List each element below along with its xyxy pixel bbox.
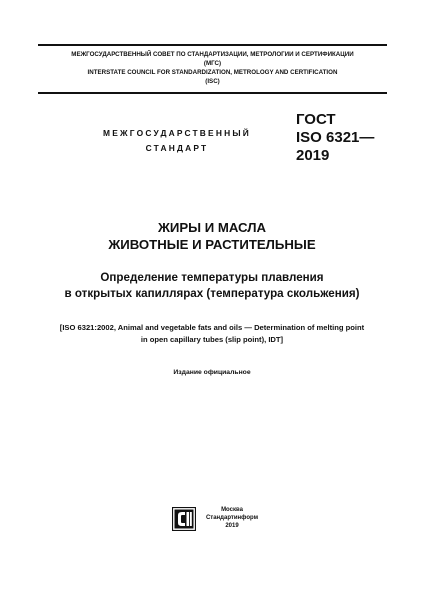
designation-line2: ISO 6321— <box>296 129 375 146</box>
title-line2: ЖИВОТНЫЕ И РАСТИТЕЛЬНЫЕ <box>108 237 316 252</box>
council-name-ru: МЕЖГОСУДАРСТВЕННЫЙ СОВЕТ ПО СТАНДАРТИЗАЦИИ, МЕТРОЛОГИИ И СЕРТИФИКАЦИИ <box>71 51 354 58</box>
document-title <box>0 219 424 253</box>
standard-type-line1: МЕЖГОСУДАРСТВЕННЫЙ <box>103 128 251 138</box>
publisher-imprint <box>202 506 262 531</box>
edition-note: Издание официальное <box>173 369 251 376</box>
standard-type-line2: СТАНДАРТ <box>145 143 209 153</box>
council-abbr-en: (ISC) <box>205 78 220 85</box>
iso-reference-line1: [ISO 6321:2002, Animal and vegetable fats and oils — Determination of melting point <box>59 323 365 332</box>
publisher-name: Стандартинформ <box>205 515 259 522</box>
document-subtitle <box>0 270 424 302</box>
standartinform-logo-icon <box>172 507 196 531</box>
designation-line3: 2019 <box>296 147 330 164</box>
publisher-year: 2019 <box>225 523 239 530</box>
publisher-city: Москва <box>221 507 243 513</box>
council-name-en: INTERSTATE COUNCIL FOR STANDARDIZATION, METROLOGY AND CERTIFICATION <box>87 69 338 76</box>
iso-reference <box>0 322 424 346</box>
title-line1: ЖИРЫ И МАСЛА <box>157 220 267 235</box>
subtitle-line1: Определение температуры плавления <box>100 271 324 284</box>
iso-reference-line2: in open capillary tubes (slip point), IDT] <box>140 335 284 344</box>
standard-type-label <box>92 126 262 156</box>
council-header <box>38 44 387 94</box>
standard-designation <box>296 111 374 165</box>
subtitle-line2: в открытых капиллярах (температура скольжения) <box>64 287 360 300</box>
publisher-block <box>168 500 268 540</box>
designation-line1: ГОСТ <box>296 111 336 128</box>
council-abbr-ru: (МГС) <box>203 60 222 67</box>
